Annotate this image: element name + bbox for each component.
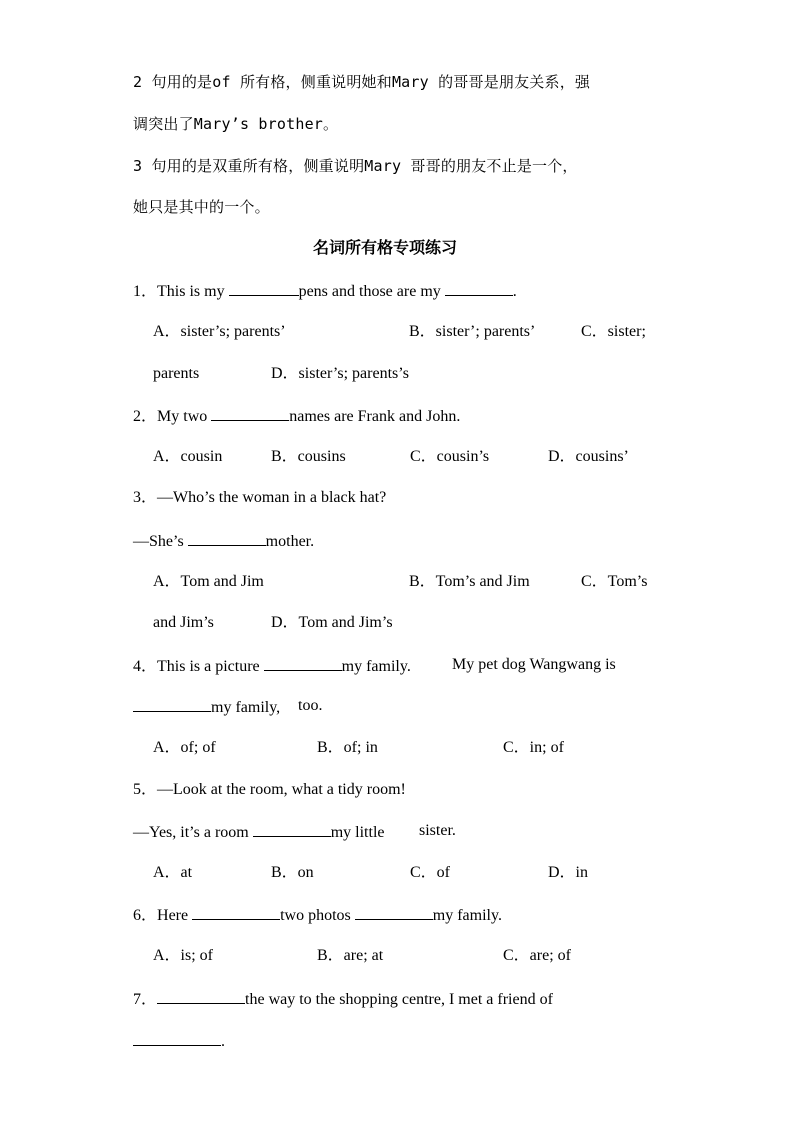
question-5-reply-end: sister. (419, 822, 456, 839)
q6-option-b[interactable]: B．are; at (317, 947, 384, 964)
q3-option-a[interactable]: A．Tom and Jim (153, 573, 264, 590)
section-title: 名词所有格专项练习 (313, 238, 458, 257)
answer-blank[interactable] (192, 904, 280, 920)
question-1-stem: 1．This is my pens and those are my . (133, 280, 517, 302)
q3-option-b[interactable]: B．Tom’s and Jim (409, 573, 530, 590)
question-5-reply: —Yes, it’s a room my little (133, 821, 385, 843)
note-3-line-1: 3 句用的是双重所有格，侧重说明Mary 哥哥的朋友不止是一个， (133, 157, 578, 175)
q1-option-b[interactable]: B．sister’; parents’ (409, 323, 536, 340)
question-number: 7． (133, 991, 158, 1008)
question-3-stem: 3．—Who’s the woman in a black hat? (133, 489, 387, 506)
answer-blank[interactable] (188, 530, 266, 546)
q2-option-d[interactable]: D．cousins’ (548, 448, 629, 465)
answer-blank[interactable] (157, 988, 245, 1004)
q5-option-c[interactable]: C．of (410, 864, 451, 881)
answer-blank[interactable] (133, 696, 211, 712)
q5-option-d[interactable]: D．in (548, 864, 589, 881)
q1-option-c-continued: parents (153, 365, 200, 382)
question-number: 1． (133, 283, 158, 300)
question-6-stem: 6．Here two photos my family. (133, 904, 502, 926)
answer-blank[interactable] (355, 904, 433, 920)
question-2-stem: 2．My two names are Frank and John. (133, 405, 460, 427)
question-3-reply: —She’s mother. (133, 530, 314, 552)
q1-option-d[interactable]: D．sister’s; parents’s (271, 365, 409, 382)
answer-blank[interactable] (133, 1030, 221, 1046)
question-4-stem-line-2: my family, (133, 696, 280, 718)
q3-option-c-continued: and Jim’s (153, 614, 214, 631)
q1-option-c[interactable]: C．sister; (581, 323, 646, 340)
q3-option-c[interactable]: C．Tom’s (581, 573, 648, 590)
q3-option-d[interactable]: D．Tom and Jim’s (271, 614, 393, 631)
q4-option-c[interactable]: C．in; of (503, 739, 564, 756)
question-number: 2． (133, 408, 158, 425)
answer-blank[interactable] (211, 405, 289, 421)
answer-blank[interactable] (445, 280, 513, 296)
answer-blank[interactable] (229, 280, 299, 296)
q5-option-b[interactable]: B．on (271, 864, 314, 881)
question-7-stem-line-2: . (133, 1030, 225, 1052)
question-7-stem: 7． the way to the shopping centre, I met a friend of (133, 988, 553, 1010)
q4-option-b[interactable]: B．of; in (317, 739, 378, 756)
question-4-stem-continued: My pet dog Wangwang is (452, 656, 616, 673)
q4-option-a[interactable]: A．of; of (153, 739, 216, 756)
q2-option-b[interactable]: B．cousins (271, 448, 346, 465)
note-3-line-2: 她只是其中的一个。 (133, 198, 270, 216)
q2-option-a[interactable]: A．cousin (153, 448, 223, 465)
note-2-line-2: 调突出了Mary’s brother。 (133, 115, 339, 133)
question-number: 6． (133, 907, 158, 924)
q6-option-a[interactable]: A．is; of (153, 947, 214, 964)
q5-option-a[interactable]: A．at (153, 864, 193, 881)
answer-blank[interactable] (253, 821, 331, 837)
q2-option-c[interactable]: C．cousin’s (410, 448, 490, 465)
question-4-stem: 4．This is a picture my family. (133, 655, 411, 677)
question-number: 4． (133, 658, 158, 675)
question-number: 3． (133, 489, 158, 506)
q1-option-a[interactable]: A．sister’s; parents’ (153, 323, 286, 340)
question-5-stem: 5．—Look at the room, what a tidy room! (133, 781, 406, 798)
q6-option-c[interactable]: C．are; of (503, 947, 571, 964)
note-2-line-1: 2 句用的是of 所有格，侧重说明她和Mary 的哥哥是朋友关系，强 (133, 73, 591, 91)
answer-blank[interactable] (264, 655, 342, 671)
question-number: 5． (133, 781, 158, 798)
question-4-stem-end: too. (298, 697, 323, 714)
